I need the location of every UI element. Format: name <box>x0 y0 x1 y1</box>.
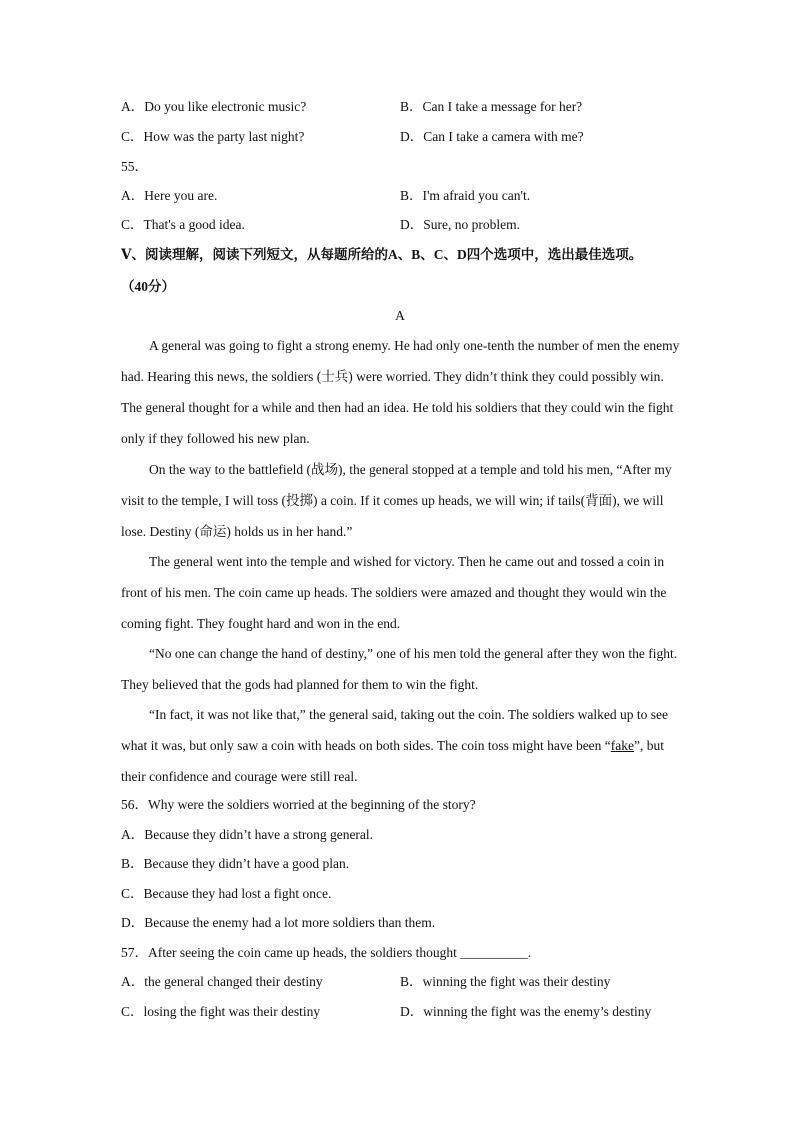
underlined-word-fake: fake <box>610 738 635 753</box>
q55-option-c: C．That's a good idea. <box>121 217 245 232</box>
q55-option-d: D．Sure, no problem. <box>400 217 520 232</box>
q57-option-b: B．winning the fight was their destiny <box>400 974 611 989</box>
passage-paragraph-4: “No one can change the hand of destiny,” one of his men told the general after they won the fight. They believed that the gods had planned for them to win the fight. <box>121 646 678 692</box>
q57-option-a: A．the general changed their destiny <box>121 974 323 989</box>
passage-letter: A <box>395 308 405 323</box>
section-title: Ⅴ、阅读理解，阅读下列短文，从每题所给的A、B、C、D四个选项中，选出最佳选项。 <box>121 247 643 262</box>
q56-option-b: B．Because they didn’t have a good plan. <box>121 856 350 871</box>
q56-option-c: C．Because they had lost a fight once. <box>121 886 332 901</box>
q57-option-d: D．winning the fight was the enemy’s destiny <box>400 1004 652 1019</box>
q56-stem: 56．Why were the soldiers worried at the beginning of the story? <box>121 797 476 812</box>
q57-stem: 57．After seeing the coin came up heads, the soldiers thought __________. <box>121 945 532 960</box>
paragraph-5-start: “In fact, it was not like that,” the general said, taking out the coin. The soldiers walked up to see what it was, but only saw a coin with heads on both sides. The coin toss might have been “ <box>121 707 668 753</box>
q56-option-a: A．Because they didn’t have a strong general. <box>121 827 374 842</box>
q54-option-d: D．Can I take a camera with me? <box>400 129 584 144</box>
q55-number: 55． <box>121 159 148 174</box>
q55-option-a: A．Here you are. <box>121 188 218 203</box>
q55-option-b: B．I'm afraid you can't. <box>400 188 531 203</box>
paragraph-5-end: ”, but their confidence and courage were still real. <box>121 738 665 784</box>
section-score: （40分） <box>121 279 175 294</box>
passage-paragraph-2: On the way to the battlefield (战场), the general stopped at a temple and told his men, “After my visit to the temple, I will toss (投掷) a coin. If it comes up heads, we will win; if tails(背面), we will lose. Destiny (命运) holds us in her hand.” <box>121 462 672 539</box>
q57-option-c: C．losing the fight was their destiny <box>121 1004 321 1019</box>
passage-paragraph-1: A general was going to fight a strong enemy. He had only one-tenth the number of men the enemy had. Hearing this news, the soldiers (士兵) were worried. They didn’t think they could possibly win. The general thought for a while and then had an idea. He told his soldiers that they could win the fight only if they followed his new plan. <box>121 338 680 446</box>
q56-option-d: D．Because the enemy had a lot more soldiers than them. <box>121 915 436 930</box>
passage-paragraph-5 <box>121 699 681 792</box>
q54-option-b: B．Can I take a message for her? <box>400 99 583 114</box>
q54-option-a: A．Do you like electronic music? <box>121 99 307 114</box>
passage-paragraph-3: The general went into the temple and wished for victory. Then he came out and tossed a coin in front of his men. The coin came up heads. The soldiers were amazed and thought they would win the coming fight. They fought hard and won in the end. <box>121 554 667 631</box>
q54-option-c: C．How was the party last night? <box>121 129 305 144</box>
